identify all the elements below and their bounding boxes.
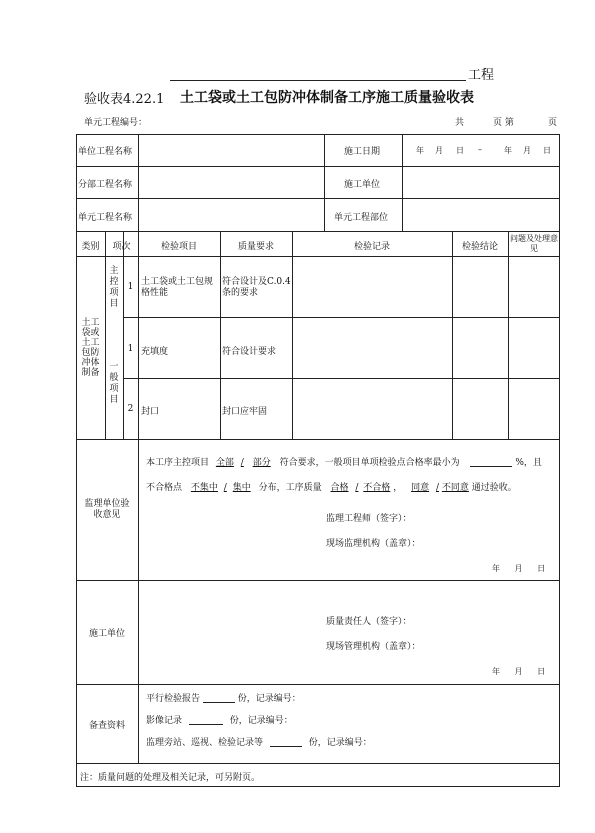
date-year-end: 年 xyxy=(504,146,512,155)
row2-issue-opinion[interactable] xyxy=(510,319,558,377)
row3-no: 2 xyxy=(127,404,134,414)
element-project-name-label: 单元工程名称 xyxy=(78,213,133,223)
unit-project-name-label: 单位工程名称 xyxy=(78,147,133,157)
row2-check-record[interactable] xyxy=(294,319,451,377)
col-check-record: 检验记录 xyxy=(353,242,390,252)
date-month-end: 月 xyxy=(523,146,531,155)
management-agency-seal[interactable]: 现场管理机构（盖章）： xyxy=(326,642,421,652)
row3-check-result[interactable] xyxy=(454,380,507,438)
main-control-vertical-label: 主控项目 xyxy=(109,266,119,309)
supervision-date-year: 年 xyxy=(492,564,500,573)
row3-item: 封口 xyxy=(141,407,160,417)
date-month-start: 月 xyxy=(435,146,443,155)
construction-date-year: 年 xyxy=(492,667,500,676)
supervision-line1 xyxy=(146,455,542,468)
image-record-record-no: 份，记录编号： xyxy=(229,716,293,726)
row2-item: 充填度 xyxy=(141,347,169,357)
form-title: 土工袋或土工包防冲体制备工序施工质量验收表 xyxy=(180,90,474,106)
date-dash: – xyxy=(478,145,482,154)
supervision-line2 xyxy=(146,480,517,493)
element-project-location-field[interactable] xyxy=(404,200,558,229)
supervision-text-main-items: 本工序主控项目 xyxy=(146,458,210,468)
col-check-item: 检验项目 xyxy=(160,242,197,252)
date-day-start: 日 xyxy=(456,146,464,155)
col-category: 类别 xyxy=(81,242,100,252)
records-line1 xyxy=(146,691,301,704)
form-code: 验收表4.22.1 xyxy=(84,92,165,107)
parallel-report-record-no: 份，记录编号： xyxy=(237,694,301,704)
sub-project-name-field[interactable] xyxy=(140,168,322,196)
construction-unit-label: 施工单位 xyxy=(344,180,381,190)
row1-check-record[interactable] xyxy=(294,258,451,316)
supervision-text-pass-rate: 符合要求，一般项目单项检验点合格率最小为 xyxy=(279,458,460,468)
supervision-record-count[interactable] xyxy=(270,736,302,747)
supervision-record-label: 监理旁站、巡视、检验记录等 xyxy=(146,738,264,748)
row3-check-record[interactable] xyxy=(294,380,451,438)
page-ye: 页 xyxy=(548,118,558,128)
option-not-concentrated[interactable]: 不集中 xyxy=(190,483,218,493)
sub-project-name-label: 分部工程名称 xyxy=(78,180,133,190)
option-separator: / xyxy=(355,483,359,493)
row1-no: 1 xyxy=(127,282,134,292)
pass-rate-field[interactable] xyxy=(470,456,512,467)
records-line2 xyxy=(146,713,293,726)
supervision-label: 监理单位验收意见 xyxy=(84,499,130,520)
page-gong: 共 xyxy=(455,118,465,128)
supervision-engineer-signature[interactable]: 监理工程师（签字）： xyxy=(326,514,412,524)
construction-date-month: 月 xyxy=(514,667,523,676)
option-separator: / xyxy=(240,458,244,468)
parallel-report-label: 平行检验报告 xyxy=(146,694,201,704)
row2-check-result[interactable] xyxy=(454,319,507,377)
supervision-text-pass: 通过验收。 xyxy=(471,483,517,493)
row1-issue-opinion[interactable] xyxy=(510,258,558,316)
col-item-no: 项次 xyxy=(112,242,131,252)
option-separator: / xyxy=(435,483,440,493)
image-record-label: 影像记录 xyxy=(146,716,183,726)
supervision-text-percent: %，且 xyxy=(515,458,542,468)
date-day-end: 日 xyxy=(543,146,551,155)
supervision-text-failed-points: 不合格点 xyxy=(146,483,183,493)
supervision-agency-seal[interactable]: 现场监理机构（盖章）： xyxy=(326,539,421,549)
row1-item: 土工袋或土工包规格性能 xyxy=(141,277,214,298)
date-year-start: 年 xyxy=(416,146,424,155)
row1-check-result[interactable] xyxy=(454,258,507,316)
element-project-name-field[interactable] xyxy=(140,200,322,229)
option-agree[interactable]: 同意 xyxy=(411,483,430,493)
unit-project-name-field[interactable] xyxy=(140,136,322,164)
supervision-date-month: 月 xyxy=(514,564,523,573)
supervision-record-record-no: 份，记录编号： xyxy=(308,738,372,748)
records-line3 xyxy=(146,735,372,748)
option-concentrated[interactable]: 集中 xyxy=(232,483,251,493)
row1-requirement: 符合设计及C.0.4条的要求 xyxy=(222,277,291,298)
construction-unit-field[interactable] xyxy=(404,168,558,196)
option-qualified[interactable]: 合格 xyxy=(330,483,349,493)
project-name-underline xyxy=(170,80,466,81)
footer-note: 注：质量问题的处理及相关记录，可另附页。 xyxy=(80,773,261,783)
option-all[interactable]: 全部 xyxy=(215,458,234,468)
construction-date-label: 施工日期 xyxy=(344,147,381,157)
col-issue-opinion: 问题及处理意见 xyxy=(510,234,558,253)
supervision-text-comma: ， xyxy=(393,483,403,493)
image-record-count[interactable] xyxy=(189,714,223,725)
element-project-location-label: 单元工程部位 xyxy=(334,213,389,223)
option-separator: / xyxy=(223,483,227,493)
option-partial[interactable]: 部分 xyxy=(252,458,271,468)
row2-requirement: 符合设计要求 xyxy=(222,347,277,357)
quality-person-signature[interactable]: 质量责任人（签字）： xyxy=(326,617,412,627)
supervision-date[interactable] xyxy=(492,563,545,574)
general-vertical-label: 一般项目 xyxy=(109,362,119,405)
row3-issue-opinion[interactable] xyxy=(510,380,558,438)
option-unqualified[interactable]: 不合格 xyxy=(363,483,391,493)
construction-date[interactable] xyxy=(492,666,545,677)
page-ye-di: 页 第 xyxy=(493,118,514,128)
row2-no: 1 xyxy=(127,344,134,354)
row3-requirement: 封口应牢固 xyxy=(222,407,268,417)
construction-unit-section-label: 施工单位 xyxy=(88,629,125,639)
construction-date-day: 日 xyxy=(537,667,546,676)
parallel-report-count[interactable] xyxy=(203,692,235,703)
col-check-result: 检验结论 xyxy=(461,242,498,252)
supervision-text-distribution: 分布，工序质量 xyxy=(258,483,322,493)
project-suffix: 工程 xyxy=(468,68,495,83)
option-disagree[interactable]: 不同意 xyxy=(441,483,469,493)
records-label: 备查资料 xyxy=(88,721,125,731)
supervision-date-day: 日 xyxy=(537,564,546,573)
col-quality-requirement: 质量要求 xyxy=(237,242,274,252)
category-vertical-label: 土工袋或土工包防冲体制备 xyxy=(81,318,100,378)
unit-number-label: 单元工程编号： xyxy=(84,118,148,128)
